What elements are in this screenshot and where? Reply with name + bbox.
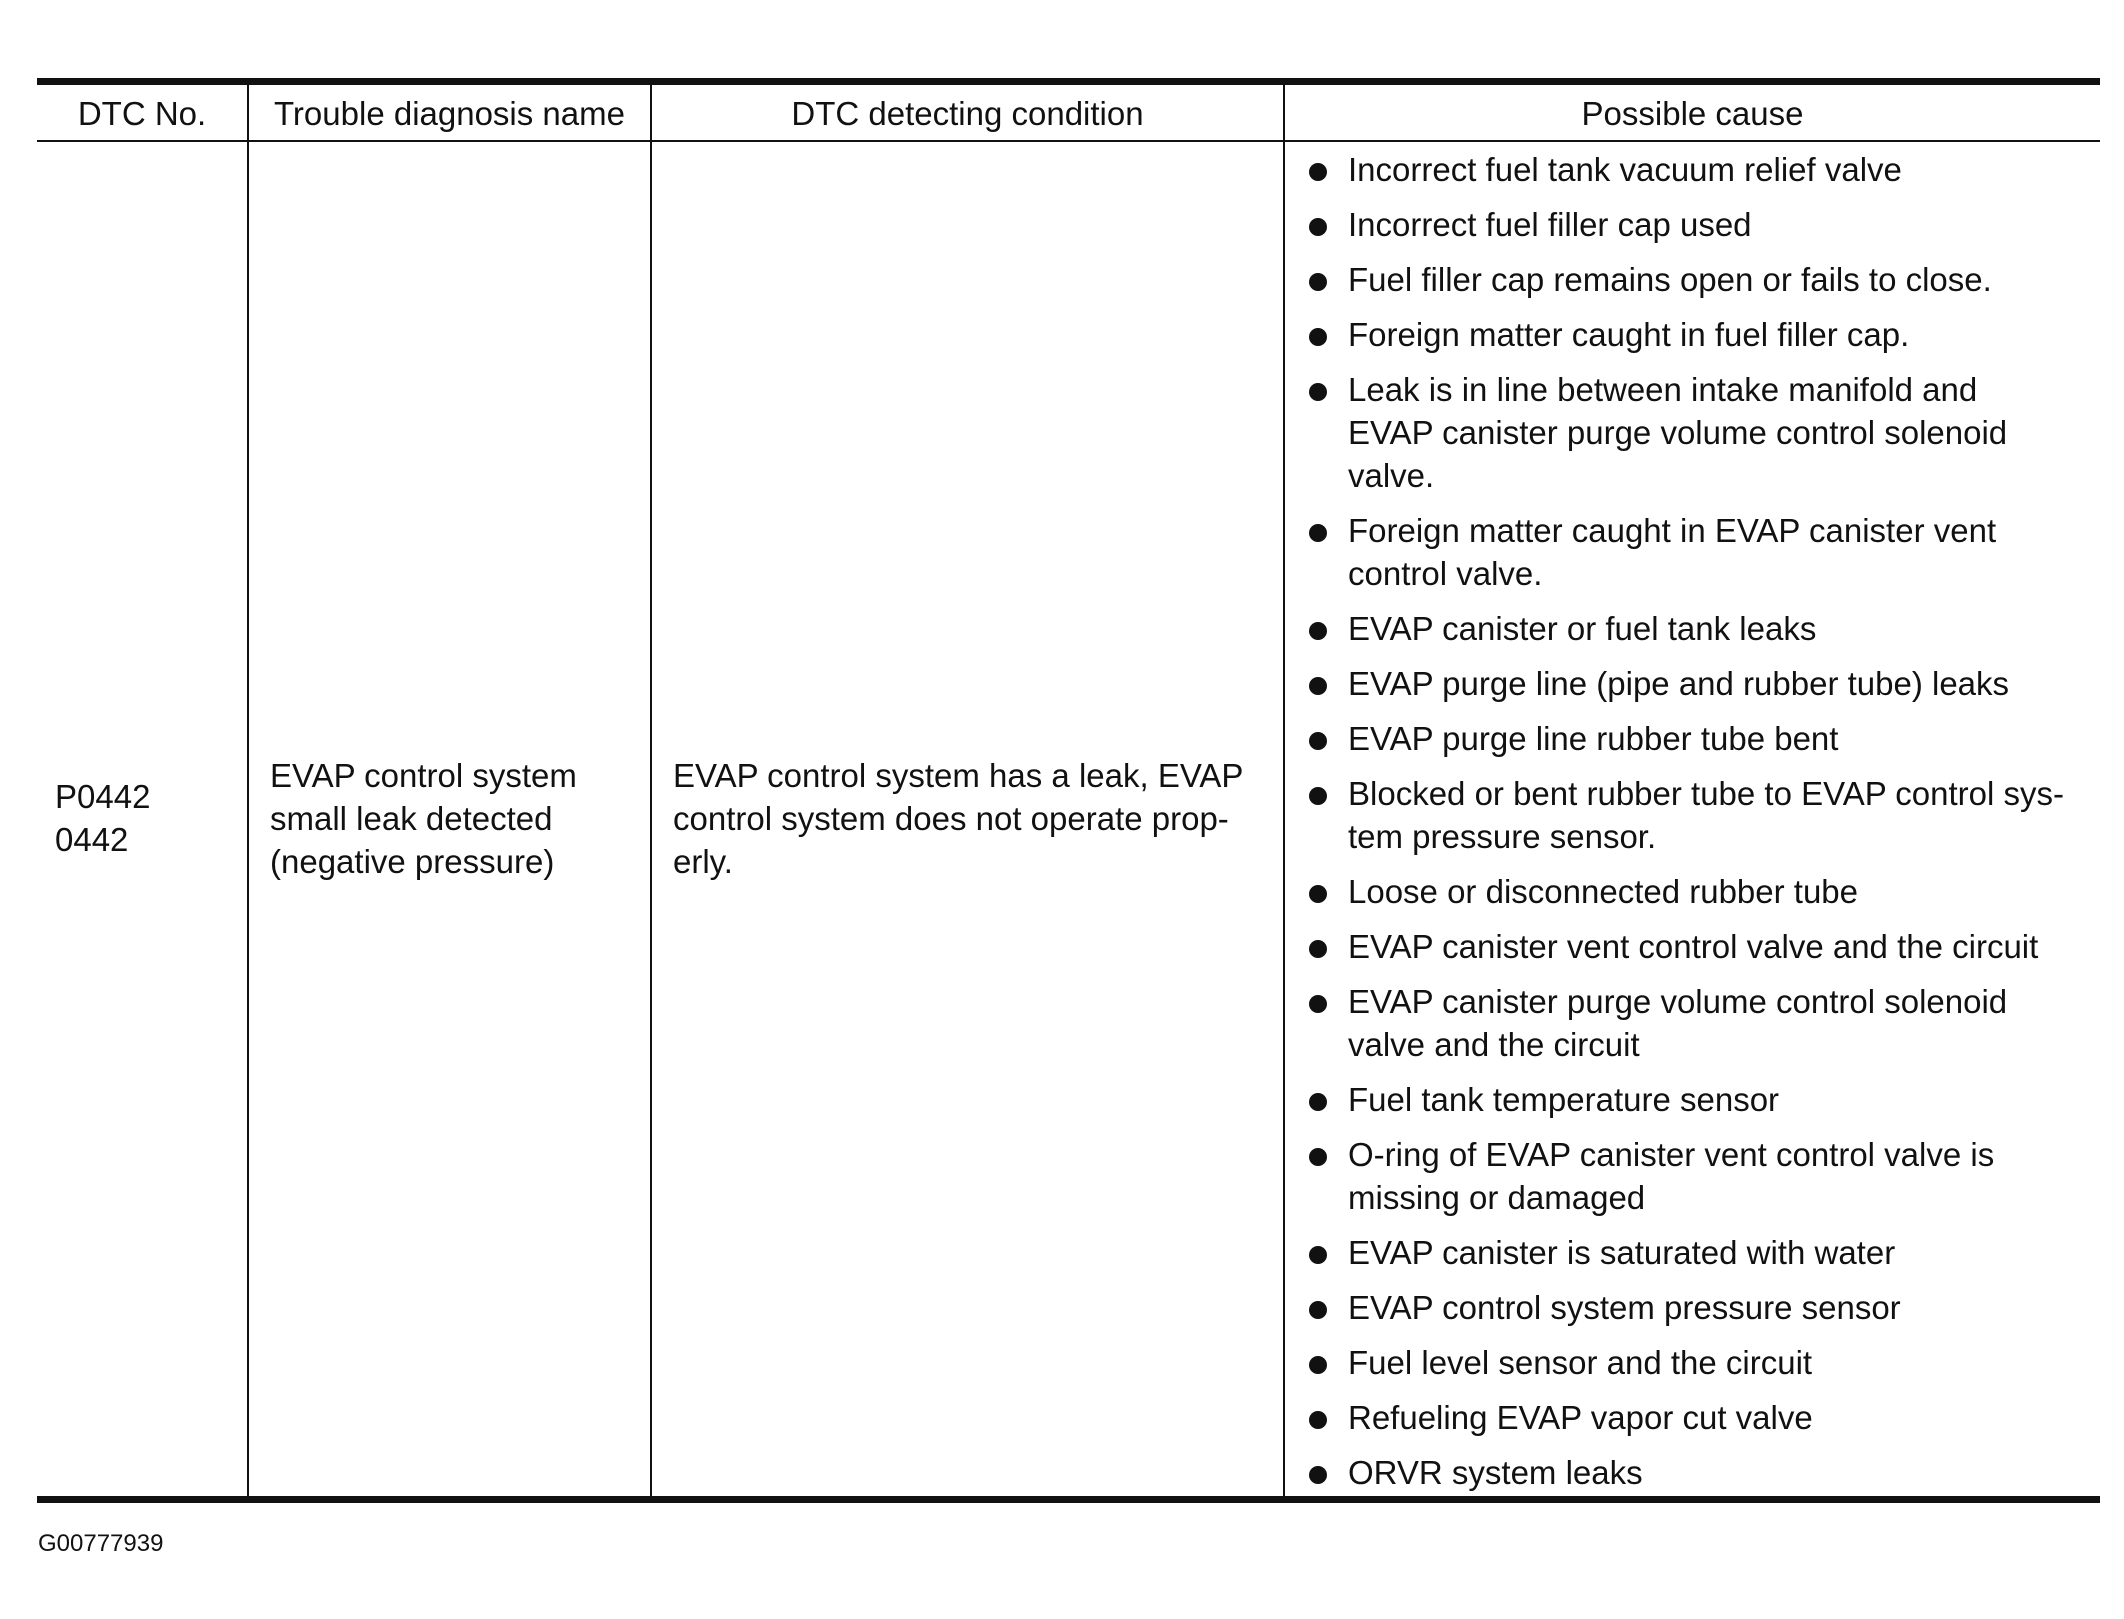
bullet-icon [1309,328,1327,346]
table-top-rule [37,78,2100,85]
detecting-condition-cell [673,754,1243,883]
possible-cause-line: valve and the circuit [1348,1026,1640,1063]
bullet-icon [1309,1093,1327,1111]
bullet-icon [1309,1301,1327,1319]
possible-cause-item [1306,870,2106,913]
possible-cause-line: EVAP canister is saturated with water [1348,1234,1896,1271]
bullet-icon [1309,163,1327,181]
possible-cause-item [1306,662,2106,705]
bullet-icon [1309,622,1327,640]
possible-cause-item [1306,925,2106,968]
possible-cause-item [1306,509,2106,595]
column-divider-2 [650,84,652,1497]
possible-cause-line: EVAP canister vent control valve and the circuit [1348,928,2039,965]
possible-cause-line: ORVR system leaks [1348,1454,1643,1491]
possible-cause-line: EVAP control system pressure sensor [1348,1289,1901,1326]
possible-cause-text [1348,203,2106,246]
condition-line-3: erly. [673,843,733,880]
possible-cause-item [1306,1231,2106,1274]
header-trouble-diagnosis-name: Trouble diagnosis name [274,95,625,132]
condition-line-2: control system does not operate prop- [673,800,1229,837]
possible-cause-text [1348,148,2106,191]
possible-cause-line: Leak is in line between intake manifold and [1348,371,1978,408]
bullet-icon [1309,273,1327,291]
bullet-icon [1309,524,1327,542]
possible-cause-line: valve. [1348,457,1435,494]
possible-causes-list [1306,148,2106,1506]
bullet-icon [1309,1246,1327,1264]
bullet-icon [1309,1411,1327,1429]
possible-cause-item [1306,1396,2106,1439]
condition-line-1: EVAP control system has a leak, EVAP [673,757,1244,794]
possible-cause-line: EVAP purge line (pipe and rubber tube) leaks [1348,665,2010,702]
possible-cause-line: EVAP canister or fuel tank leaks [1348,610,1817,647]
possible-cause-line: Fuel filler cap remains open or fails to close. [1348,261,1992,298]
possible-cause-line: Loose or disconnected rubber tube [1348,873,1859,910]
possible-cause-text [1348,1341,2106,1384]
header-dtc-no: DTC No. [77,95,207,132]
bullet-icon [1309,1356,1327,1374]
bullet-icon [1309,218,1327,236]
bullet-icon [1309,1466,1327,1484]
possible-cause-text [1348,1451,2106,1494]
possible-cause-item [1306,607,2106,650]
trouble-name-line-1: EVAP control system [270,757,577,794]
possible-cause-text [1348,509,2106,595]
possible-cause-text [1348,1133,2106,1219]
possible-cause-text [1348,1396,2106,1439]
trouble-name-line-2: small leak detected [270,800,553,837]
possible-cause-text [1348,368,2106,497]
possible-cause-text [1348,313,2106,356]
possible-cause-line: Incorrect fuel filler cap used [1348,206,1752,243]
possible-cause-item [1306,258,2106,301]
possible-cause-line: control valve. [1348,555,1543,592]
possible-cause-text [1348,1078,2106,1121]
possible-cause-line: missing or damaged [1348,1179,1646,1216]
possible-cause-line: Blocked or bent rubber tube to EVAP control sys- [1348,775,2064,812]
possible-cause-line: EVAP purge line rubber tube bent [1348,720,1839,757]
trouble-diagnosis-name-cell [270,754,577,883]
possible-cause-text [1348,1231,2106,1274]
possible-cause-item [1306,313,2106,356]
possible-cause-line: O-ring of EVAP canister vent control valve is [1348,1136,1995,1173]
possible-cause-line: Fuel level sensor and the circuit [1348,1344,1813,1381]
dtc-code: P0442 [55,778,151,815]
bullet-icon [1309,383,1327,401]
bullet-icon [1309,1148,1327,1166]
column-divider-3 [1283,84,1285,1497]
possible-cause-text [1348,1286,2106,1329]
possible-cause-text [1348,925,2106,968]
possible-cause-line: EVAP canister purge volume control solenoid [1348,983,2008,1020]
possible-cause-line: Foreign matter caught in EVAP canister vent [1348,512,1997,549]
header-possible-cause: Possible cause [1581,95,1804,132]
possible-cause-item [1306,148,2106,191]
possible-cause-line: Refueling EVAP vapor cut valve [1348,1399,1813,1436]
possible-cause-text [1348,258,2106,301]
bullet-icon [1309,787,1327,805]
possible-cause-item [1306,772,2106,858]
bullet-icon [1309,732,1327,750]
possible-cause-item [1306,368,2106,497]
possible-cause-text [1348,717,2106,760]
dtc-code-short: 0442 [55,821,129,858]
possible-cause-item [1306,1133,2106,1219]
bullet-icon [1309,677,1327,695]
possible-cause-text [1348,870,2106,913]
possible-cause-text [1348,980,2106,1066]
bullet-icon [1309,885,1327,903]
possible-cause-item [1306,1078,2106,1121]
possible-cause-text [1348,607,2106,650]
column-divider-1 [247,84,249,1497]
possible-cause-line: Foreign matter caught in fuel filler cap. [1348,316,1910,353]
possible-cause-line: Incorrect fuel tank vacuum relief valve [1348,151,1902,188]
possible-cause-item [1306,980,2106,1066]
trouble-name-line-3: (negative pressure) [270,843,555,880]
possible-cause-item [1306,203,2106,246]
dtc-number-cell [55,775,150,861]
possible-cause-text [1348,662,2106,705]
possible-cause-item [1306,1451,2106,1494]
figure-id: G00777939 [38,1530,164,1557]
possible-cause-text [1348,772,2106,858]
possible-cause-line: tem pressure sensor. [1348,818,1657,855]
bullet-icon [1309,940,1327,958]
possible-cause-line: Fuel tank temperature sensor [1348,1081,1780,1118]
possible-cause-item [1306,717,2106,760]
possible-cause-item [1306,1286,2106,1329]
header-dtc-detecting-condition: DTC detecting condition [791,95,1144,132]
bullet-icon [1309,995,1327,1013]
possible-cause-line: EVAP canister purge volume control solenoid [1348,414,2008,451]
possible-cause-item [1306,1341,2106,1384]
